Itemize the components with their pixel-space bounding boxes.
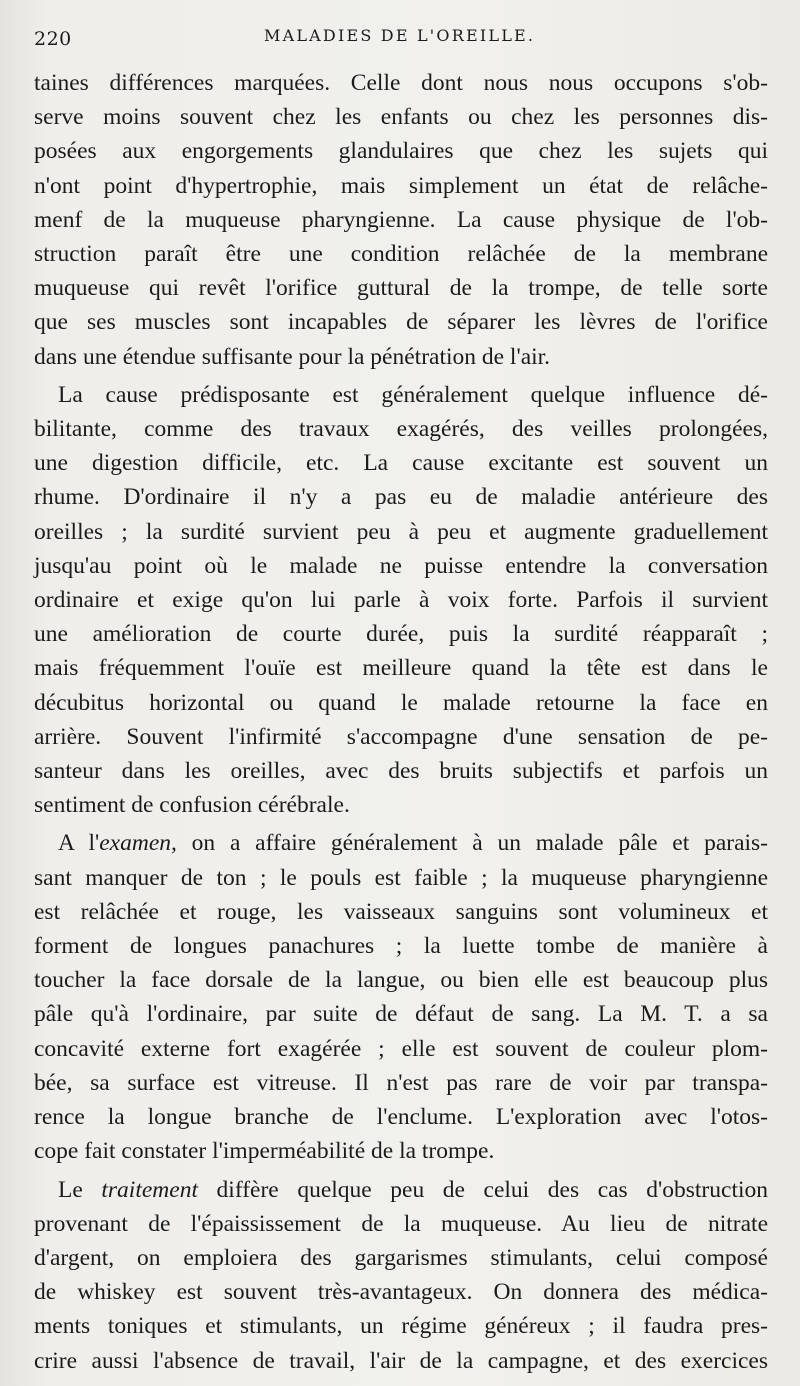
text-line: [34, 826, 768, 860]
page-number: 220: [34, 28, 72, 50]
text-line: jusqu'au point où le malade ne puisse entendre la conversation: [34, 552, 768, 579]
text-line: bée, sa surface est vitreuse. Il n'est pas rare de voir par transpa-: [34, 1069, 768, 1096]
text-line: que ses muscles sont incapables de séparer les lèvres de l'orifice: [34, 309, 768, 336]
running-title: MALADIES DE L'OREILLE.: [264, 26, 536, 45]
text-line: dans une étendue suffisante pour la pénétration de l'air.: [34, 343, 551, 370]
paragraph-examen: [34, 826, 768, 1168]
text-line: mais fréquemment l'ouïe est meilleure quand la tête est dans le: [34, 655, 768, 682]
text-line: toucher la face dorsale de la langue, ou bien elle est beaucoup plus: [34, 967, 768, 994]
line-rest: on a affaire généralement à un malade pâle et parais-: [176, 830, 768, 857]
text-line: est relâchée et rouge, les vaisseaux sanguins sont volumineux et: [34, 898, 768, 925]
text-line: forment de longues panachures ; la luette tombe de manière à: [34, 933, 768, 960]
body-text: [34, 66, 768, 1378]
text-line: d'argent, on emploiera des gargarismes stimulants, celui composé: [34, 1244, 768, 1271]
text-line: une digestion difficile, etc. La cause excitante est souvent un: [34, 450, 768, 477]
text-line: concavité externe fort exagérée ; elle est souvent de couleur plom-: [34, 1035, 768, 1062]
text-line: taines différences marquées. Celle dont nous nous occupons s'ob-: [34, 70, 768, 96]
text-line: rence la longue branche de l'enclume. L'exploration avec l'otos-: [34, 1104, 768, 1131]
text-line: ordinaire et exige qu'on lui parle à voix forte. Parfois il survient: [34, 587, 768, 614]
text-line: n'ont point d'hypertrophie, mais simplement un état de relâche-: [34, 172, 768, 199]
text-line: pâle qu'à l'ordinaire, par suite de défaut de sang. La M. T. a sa: [34, 1001, 768, 1028]
text-line: struction paraît être une condition relâchée de la membrane: [34, 241, 768, 268]
paragraph-continued: [34, 66, 768, 374]
text-line: santeur dans les oreilles, avec des bruits subjectifs et parfois un: [34, 758, 768, 785]
line-rest: diffère quelque peu de celui des cas d'obstruction: [197, 1176, 768, 1203]
text-line: rhume. D'ordinaire il n'y a pas eu de maladie antérieure des: [34, 484, 768, 511]
paragraph-traitement: [34, 1173, 768, 1378]
emphasis-examen: examen,: [99, 830, 177, 857]
text-line: menf de la muqueuse pharyngienne. La cause physique de l'ob-: [34, 206, 768, 233]
text-line: muqueuse qui revêt l'orifice guttural de la trompe, de telle sorte: [34, 275, 768, 302]
lead-text: Le: [58, 1176, 102, 1203]
text-line: sant manquer de ton ; le pouls est faible ; la muqueuse pharyngienne: [34, 864, 768, 891]
text-line: oreilles ; la surdité survient peu à peu et augmente graduellement: [34, 518, 768, 545]
text-line: crire aussi l'absence de travail, l'air de la campagne, et des exercices: [34, 1347, 768, 1374]
lead-text: A l': [58, 830, 100, 857]
text-line: de whiskey est souvent très-avantageux. On donnera des médica-: [34, 1279, 768, 1306]
text-line: cope fait constater l'imperméabilité de la trompe.: [34, 1138, 495, 1165]
text-line: [34, 1173, 768, 1207]
text-line: provenant de l'épaississement de la muqueuse. Au lieu de nitrate: [34, 1210, 768, 1237]
emphasis-traitement: traitement: [101, 1176, 198, 1203]
text-line: une amélioration de courte durée, puis la surdité réapparaît ;: [34, 621, 768, 648]
text-line: posées aux engorgements glandulaires que chez les sujets qui: [34, 138, 768, 165]
text-line: bilitante, comme des travaux exagérés, des veilles prolongées,: [34, 416, 768, 443]
running-head: [34, 18, 770, 58]
text-line: décubitus horizontal ou quand le malade retourne la face en: [34, 689, 768, 716]
text-line: arrière. Souvent l'infirmité s'accompagne d'une sensation de pe-: [34, 723, 768, 750]
text-line: serve moins souvent chez les enfants ou chez les personnes dis-: [34, 104, 768, 131]
text-line: sentiment de confusion cérébrale.: [34, 792, 350, 819]
paragraph-causes: [34, 378, 768, 823]
text-line: La cause prédisposante est généralement quelque influence dé-: [58, 381, 768, 408]
text-line: ments toniques et stimulants, un régime généreux ; il faudra pres-: [34, 1313, 768, 1340]
